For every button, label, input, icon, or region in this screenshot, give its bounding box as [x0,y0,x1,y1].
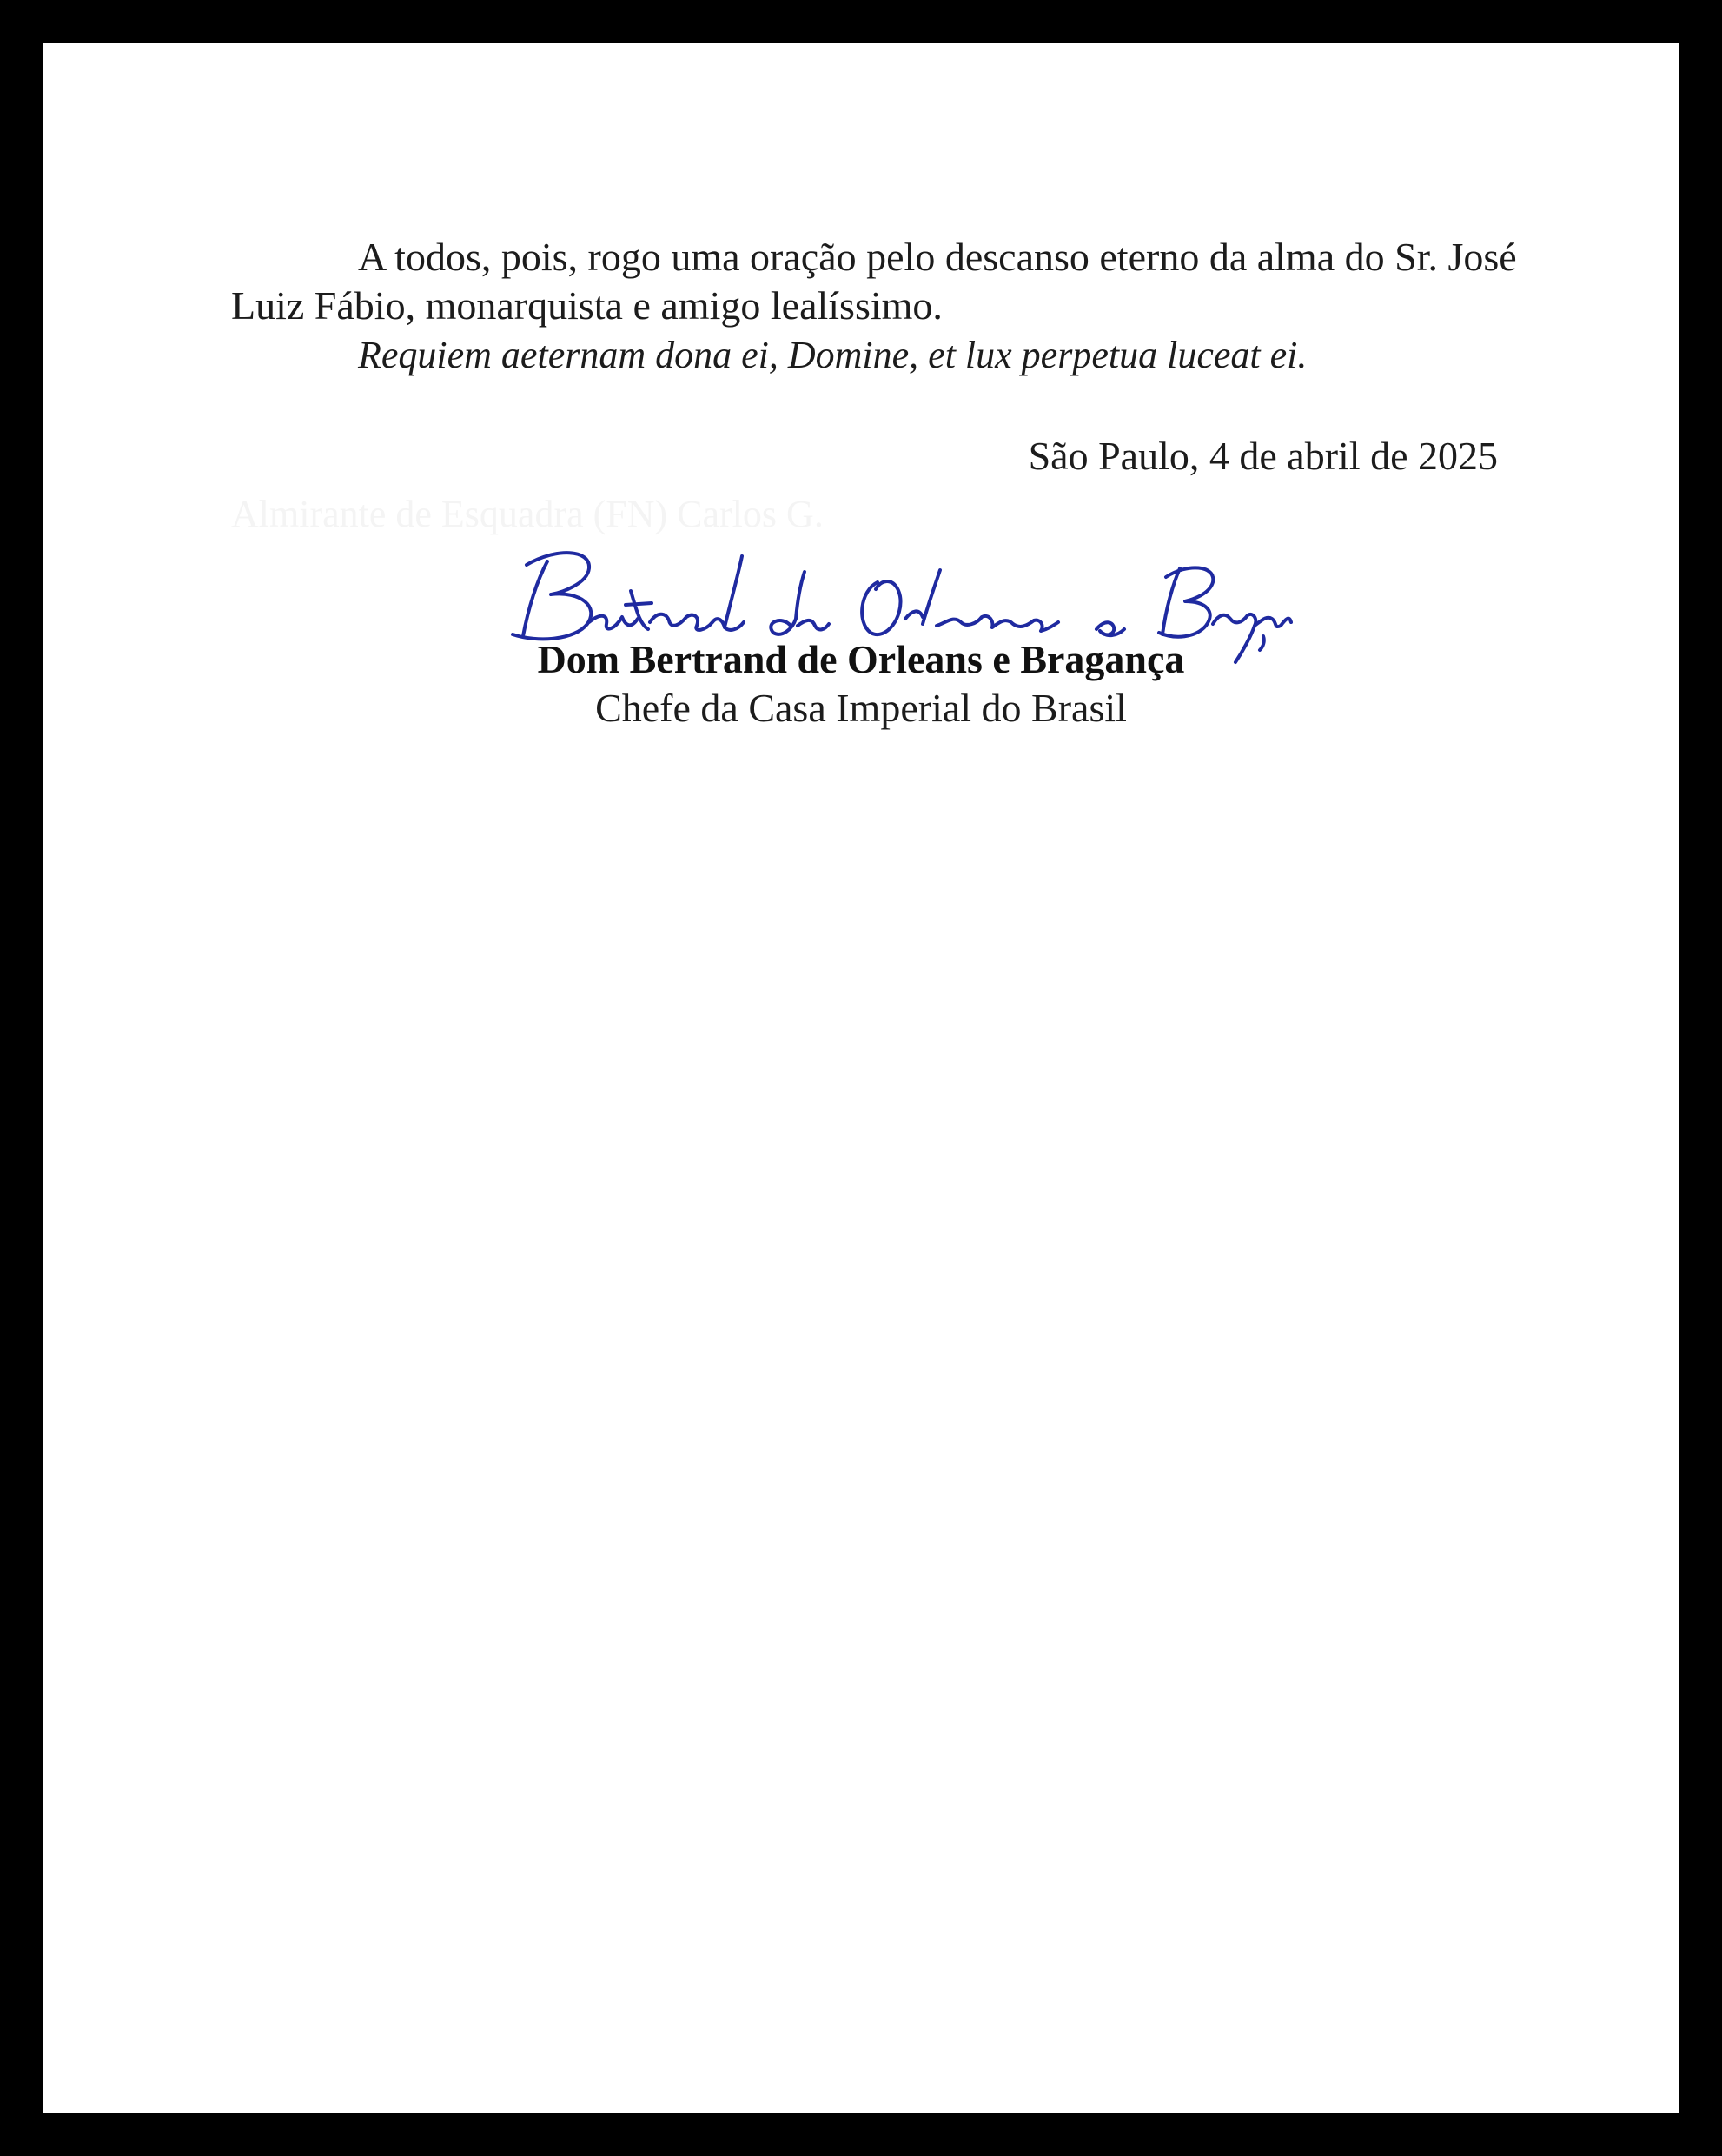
signatory-title: Chefe da Casa Imperial do Brasil [595,686,1127,730]
place-date: São Paulo, 4 de abril de 2025 [1028,434,1498,478]
faint-bleed-through-text: Almirante de Esquadra (FN) Carlos G. [231,493,824,535]
latin-prayer-line: Requiem aeternam dona ei, Domine, et lux perpetua luceat ei. [358,334,1308,376]
letter-paragraph: A todos, pois, rogo uma oração pelo descanso eterno da alma do Sr. José Luiz Fábio, monarquista e amigo lealíssimo. [231,235,1517,328]
letter-page [43,43,1679,2113]
signatory-name: Dom Bertrand de Orleans e Bragança [537,637,1185,681]
